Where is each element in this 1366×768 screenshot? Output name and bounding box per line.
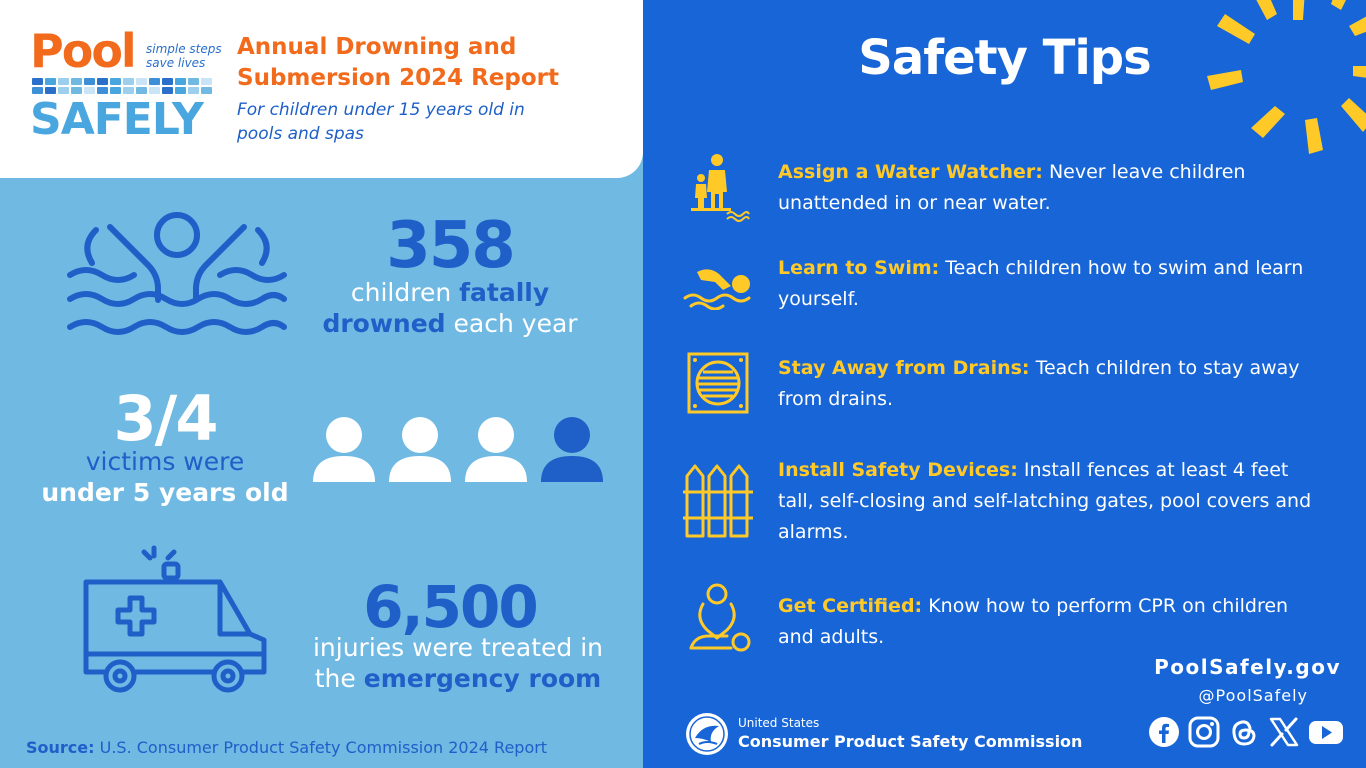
- report-title: Annual Drowning and Submersion 2024 Report: [237, 34, 559, 91]
- logo-tile: [97, 87, 108, 94]
- person-blue-4: [541, 417, 603, 482]
- logo-tile: [136, 87, 147, 94]
- social-links: [1148, 716, 1344, 748]
- logo-tile: [84, 78, 95, 85]
- logo-tile: [71, 78, 82, 85]
- fence-icon: [683, 462, 753, 538]
- stat-under-five-text-a: victims were: [85, 447, 245, 476]
- tip-1-body: Never leave children unattended in or near water.: [778, 161, 1246, 214]
- person-white-1: [313, 417, 375, 482]
- logo-tile: [175, 78, 186, 85]
- swimmer-icon: [683, 262, 755, 310]
- threads-icon[interactable]: [1228, 716, 1260, 748]
- logo-word-safely: SAFELY: [30, 94, 203, 145]
- logo-tile: [175, 87, 186, 94]
- tip-4-body: Install fences at least 4 feet tall, self-closing and self-latching gates, pool covers and alarms.: [778, 459, 1312, 543]
- stat-under-five-number: 3/4: [113, 382, 217, 455]
- youtube-icon[interactable]: [1308, 716, 1344, 748]
- left-panel: [0, 0, 643, 768]
- pool-safely-logo[interactable]: [30, 24, 222, 145]
- tip-safety-devices: [778, 455, 1323, 548]
- stat-drowned-text-b: fatally: [459, 278, 550, 307]
- logo-tile: [123, 78, 134, 85]
- stat-drowned-text-d: each year: [453, 309, 578, 338]
- header-card: [0, 0, 643, 178]
- logo-tile: [97, 78, 108, 85]
- website-link[interactable]: PoolSafely.gov: [1154, 655, 1341, 679]
- stat-injuries-text-a: injuries were treated in: [312, 633, 604, 662]
- logo-tile: [58, 87, 69, 94]
- cpsc-line2: Consumer Product Safety Commission: [738, 732, 1083, 751]
- tip-4-head: Install Safety Devices:: [778, 459, 1018, 481]
- tip-5-body: Know how to perform CPR on children and adults.: [778, 595, 1289, 648]
- stat-under-five-text-b: under 5 years old: [41, 478, 289, 507]
- instagram-icon[interactable]: [1188, 716, 1220, 748]
- logo-tile: [149, 87, 160, 94]
- cpsc-logo[interactable]: [683, 710, 1103, 760]
- facebook-icon[interactable]: [1148, 716, 1180, 748]
- logo-tile: [201, 87, 212, 94]
- tip-water-watcher: [778, 157, 1323, 219]
- stat-injuries-text-c: emergency room: [363, 664, 602, 693]
- right-panel: [643, 0, 1366, 768]
- tip-5-head: Get Certified:: [778, 595, 923, 617]
- logo-tile: [188, 87, 199, 94]
- logo-tile: [201, 78, 212, 85]
- source-label: Source:: [26, 738, 95, 757]
- logo-tagline: simple steps save lives: [146, 42, 222, 71]
- source-text: U.S. Consumer Product Safety Commission 2024 Report: [99, 738, 548, 757]
- logo-tile: [110, 87, 121, 94]
- stat-injuries-text: [288, 632, 628, 694]
- cpsc-seal-icon: [685, 712, 729, 756]
- water-watcher-icon: [689, 152, 751, 222]
- people-fraction-icon: [310, 416, 610, 486]
- tip-3-head: Stay Away from Drains:: [778, 357, 1030, 379]
- tip-drains: [778, 353, 1323, 415]
- logo-tile: [162, 87, 173, 94]
- x-icon[interactable]: [1268, 716, 1300, 748]
- logo-tile: [84, 87, 95, 94]
- stat-drowned-text: [290, 277, 610, 339]
- tip-1-head: Assign a Water Watcher:: [778, 161, 1043, 183]
- tip-2-body: Teach children how to swim and learn yourself.: [778, 257, 1304, 310]
- tip-2-head: Learn to Swim:: [778, 257, 940, 279]
- drowning-person-icon: [66, 205, 288, 340]
- logo-tile: [45, 78, 56, 85]
- tip-3-body: Teach children to stay away from drains.: [778, 357, 1300, 410]
- source-note: [26, 738, 547, 757]
- drain-icon: [687, 352, 749, 414]
- cpsc-line1: United States: [738, 716, 820, 730]
- logo-tile: [71, 87, 82, 94]
- cpr-icon: [687, 582, 753, 654]
- stat-drowned-number: 358: [386, 209, 514, 283]
- social-handle[interactable]: @PoolSafely: [1198, 686, 1308, 705]
- logo-tile: [136, 78, 147, 85]
- person-white-2: [389, 417, 451, 482]
- stat-injuries-text-b: the: [314, 664, 356, 693]
- logo-tile: [188, 78, 199, 85]
- tip-get-certified: [778, 591, 1323, 653]
- logo-tile: [110, 78, 121, 85]
- logo-tiles: [32, 78, 212, 94]
- stat-injuries-number: 6,500: [363, 573, 537, 641]
- safety-tips-title: Safety Tips: [858, 30, 1151, 86]
- stat-under-five-text: [20, 446, 310, 508]
- logo-tile: [45, 87, 56, 94]
- stat-drowned-text-a: children: [350, 278, 452, 307]
- logo-tile: [58, 78, 69, 85]
- person-white-3: [465, 417, 527, 482]
- logo-tile: [32, 87, 43, 94]
- report-subtitle: For children under 15 years old in pools and spas: [237, 100, 525, 144]
- logo-tile: [162, 78, 173, 85]
- logo-tile: [32, 78, 43, 85]
- logo-tile: [123, 87, 134, 94]
- stat-drowned-text-c: drowned: [322, 309, 446, 338]
- logo-word-pool: Pool: [30, 24, 135, 78]
- tip-learn-to-swim: [778, 253, 1323, 315]
- ambulance-icon: [80, 544, 270, 696]
- logo-tile: [149, 78, 160, 85]
